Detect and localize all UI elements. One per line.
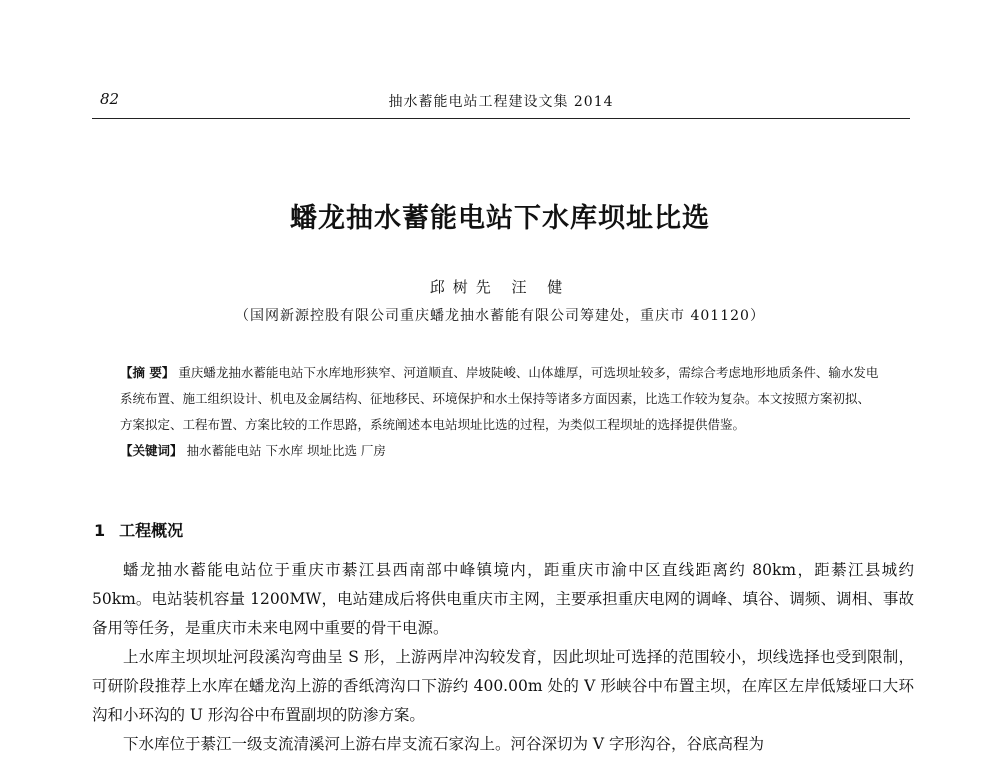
page-number: 82 (100, 90, 120, 108)
section-number: 1 (94, 521, 106, 540)
paragraph: 蟠龙抽水蓄能电站位于重庆市綦江县西南部中峰镇境内，距重庆市渝中区直线距离约 80km，距綦江县城约 50km。电站装机容量 1200MW，电站建成后将供电重庆市主网，主要承担重庆电网的调峰、填谷、调频、调相、事故备用等任务，是重庆市未来电网中重要的骨干电源。 (92, 561, 914, 637)
keywords-text: 抽水蓄能电站 下水库 坝址比选 厂房 (186, 443, 386, 458)
section-heading (94, 518, 183, 541)
abstract (120, 360, 880, 438)
page-header (92, 88, 910, 119)
authors: 邱树先 汪 健 (429, 278, 571, 296)
abstract-text: 重庆蟠龙抽水蓄能电站下水库地形狭窄、河道顺直、岸坡陡峻、山体雄厚，可选坝址较多，需综合考虑地形地质条件、输水发电系统布置、施工组织设计、机电及金属结构、征地移民、环境保护和水土保持等诸多方面因素，比选工作较为复杂。本文按照方案初拟、方案拟定、工程布置、方案比较的工作思路，系统阐述本电站坝址比选的过程，为类似工程坝址的选择提供借鉴。 (120, 365, 879, 432)
section-title: 工程概况 (119, 521, 184, 540)
paragraph: 下水库位于綦江一级支流清溪河上游右岸支流石家沟上。河谷深切为 V 字形沟谷，谷底高程为 (123, 735, 765, 753)
affiliation: （国网新源控股有限公司重庆蟠龙抽水蓄能有限公司筹建处，重庆市 401120） (235, 308, 765, 324)
journal-title: 抽水蓄能电站工程建设文集 2014 (388, 94, 614, 110)
abstract-label: 【摘 要】 (120, 365, 175, 380)
keywords-label: 【关键词】 (120, 443, 183, 458)
paragraph: 上水库主坝坝址河段溪沟弯曲呈 S 形，上游两岸冲沟较发育，因此坝址可选择的范围较小，坝线选择也受到限制，可研阶段推荐上水库在蟠龙沟上游的香纸湾沟口下游约 400.00m 处的 V 形峡谷中布置主坝，在库区左岸低矮垭口大环沟和小环沟的 U 形沟谷中布置副坝的防渗方案。 (92, 648, 914, 724)
body-text (92, 556, 914, 759)
paper-title: 蟠龙抽水蓄能电站下水库坝址比选 (290, 203, 710, 234)
abstract-block (120, 360, 880, 464)
keywords (120, 438, 880, 464)
